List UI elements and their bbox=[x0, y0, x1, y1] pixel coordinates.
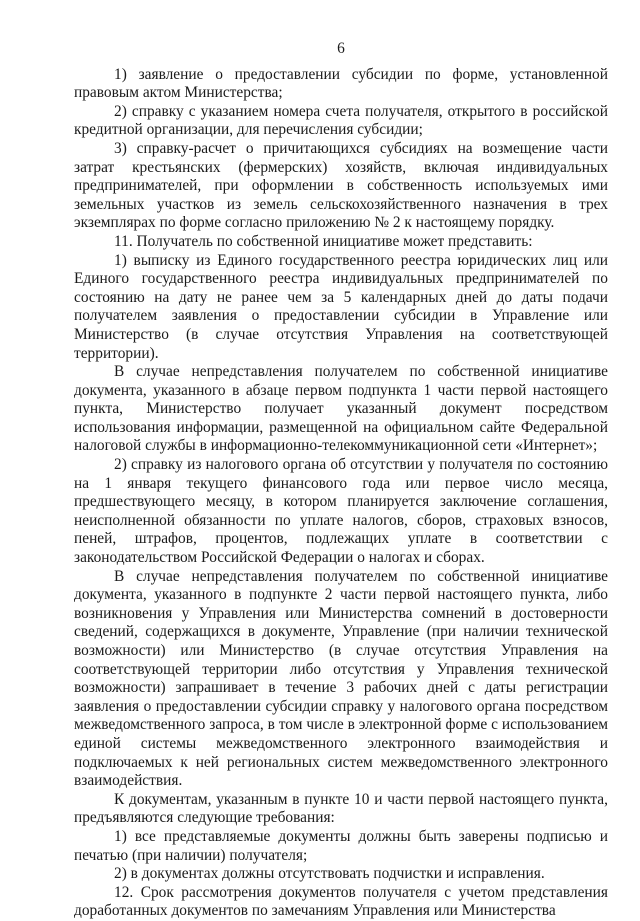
page-number: 6 bbox=[337, 40, 345, 57]
paragraph-document-requirements-intro: К документам, указанным в пункте 10 и части первой настоящего пункта, предъявляются следующие требования: bbox=[74, 790, 608, 827]
paragraph-tax-certificate-fallback: В случае непредставления получателем по собственной инициативе документа, указанного в подпункте 2 части первой настоящего пункта, либо возникновения у Управления или Министерства сомнений в достоверности сведений, содержащихся в документе, Управление (при наличии технической возможности) или Министерство (в случае отсутствия Управления на соответствующей территории либо отсутствия у Управления технической возможности) запрашивает в течение 3 рабочих дней с даты регистрации заявления о предоставлении субсидии справку у налогового органа посредством межведомственного запроса, в том числе в электронной форме с использованием единой системы межведомственного электронного взаимодействия и подключаемых к ней региональных систем межведомственного электронного взаимодействия. bbox=[74, 567, 608, 790]
paragraph-requirement-no-corrections: 2) в документах должны отсутствовать подчистки и исправления. bbox=[114, 865, 545, 883]
paragraph-registry-extract: 1) выписку из Единого государственного реестра юридических лиц или Единого государственного реестра индивидуальных предпринимателей по состоянию на дату не ранее чем за 5 календарных дней до даты подачи получателем заявления о предоставлении субсидии в Управление или Министерство (в случае отсутствия Управления на соответствующей территории). bbox=[74, 251, 608, 362]
paragraph-item-2-bank-account-certificate: 2) справку с указанием номера счета получателя, открытого в российской кредитной организации, для перечисления субсидии; bbox=[74, 102, 608, 139]
paragraph-item-3-subsidy-calculation: 3) справку-расчет о причитающихся субсидиях на возмещение части затрат крестьянских (фермерских) хозяйств, включая индивидуальных предпринимателей, при оформлении в собственность используемых ими земельных участков из земель сельскохозяйственного назначения в трех экземплярах по форме согласно приложению № 2 к настоящему порядку. bbox=[74, 139, 608, 232]
paragraph-section-12-review-period: 12. Срок рассмотрения документов получателя с учетом представления доработанных документов по замечаниям Управления или Министерства bbox=[74, 883, 608, 920]
paragraph-section-11-intro: 11. Получатель по собственной инициативе может представить: bbox=[114, 232, 533, 250]
paragraph-tax-certificate: 2) справку из налогового органа об отсутствии у получателя по состоянию на 1 января текущего финансового года или первое число месяца, предшествующего месяцу, в котором планируется заключение соглашения, неисполненной обязанности по уплате налогов, сборов, страховых взносов, пеней, штрафов, процентов, подлежащих уплате в соответствии с законодательством Российской Федерации о налогах и сборах. bbox=[74, 456, 608, 567]
paragraph-registry-extract-fallback: В случае непредставления получателем по собственной инициативе документа, указанного в абзаце первом подпункта 1 части первой настоящего пункта, Министерство получает указанный документ посредством использования информации, размещенной на официальном сайте Федеральной налоговой службы в информационно-телекоммуникационной сети «Интернет»; bbox=[74, 363, 608, 455]
paragraph-item-1-application: 1) заявление о предоставлении субсидии по форме, установленной правовым актом Министерства; bbox=[74, 65, 608, 102]
paragraph-requirement-signature: 1) все представляемые документы должны быть заверены подписью и печатью (при наличии) получателя; bbox=[74, 827, 608, 864]
document-page bbox=[74, 40, 608, 921]
